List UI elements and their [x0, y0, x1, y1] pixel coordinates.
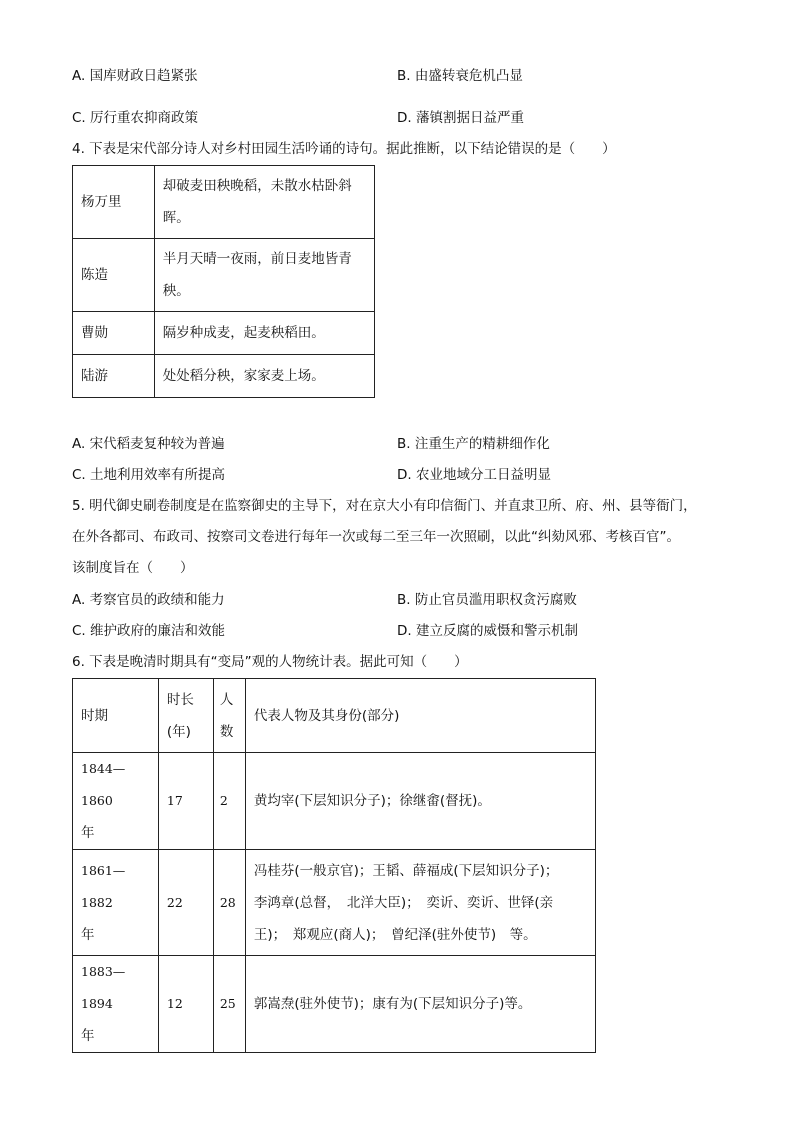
- q5-stem-line-2: 在外各都司、布政司、按察司文卷进行每年一次或每二至三年一次照刷，以此“纠劾风邪、考核百官”。: [72, 529, 680, 545]
- header-people: 代表人物及其身份(部分): [245, 679, 595, 753]
- q5-option-a[interactable]: A. 考察官员的政绩和能力: [72, 592, 225, 608]
- q5-stem-line-1: 5. 明代御史刷卷制度是在监察御史的主导下，对在京大小有印信衙门、并直隶卫所、府、州、县等衙门，: [72, 498, 697, 514]
- poet-name: 杨万里: [73, 166, 155, 239]
- header-period: 时期: [73, 679, 159, 753]
- q5-option-b[interactable]: B. 防止官员滥用职权贪污腐败: [397, 592, 577, 608]
- q3-option-b[interactable]: B. 由盛转衰危机凸显: [397, 68, 523, 84]
- q3-option-a[interactable]: A. 国库财政日趋紧张: [72, 68, 198, 84]
- poet-name: 曹勋: [73, 312, 155, 355]
- poem-line: 处处稻分秧，家家麦上场。: [154, 355, 374, 398]
- q5-stem-line-3: 该制度旨在（ ）: [72, 560, 194, 576]
- q3-option-c[interactable]: C. 厉行重农抑商政策: [72, 110, 199, 126]
- cell-duration: 22: [158, 850, 213, 956]
- q6-stem: 6. 下表是晚清时期具有“变局”观的人物统计表。据此可知（ ）: [72, 654, 468, 670]
- table-row: [73, 166, 375, 239]
- cell-people: 黄均宰(下层知识分子)；徐继畬(督抚)。: [245, 753, 595, 850]
- poet-name: 陆游: [73, 355, 155, 398]
- q4-option-a[interactable]: A. 宋代稻麦复种较为普遍: [72, 436, 225, 452]
- poem-line: 半月天晴一夜雨，前日麦地皆青 秧。: [154, 239, 374, 312]
- cell-people: 冯桂芬(一般京官)；王韬、薛福成(下层知识分子)； 李鸿章(总督， 北洋大臣)； 奕䜣、奕䜣、世铎(亲 王)； 郑观应(商人)； 曾纪泽(驻外使节) 等。: [245, 850, 595, 956]
- q4-option-d[interactable]: D. 农业地域分工日益明显: [397, 467, 551, 483]
- header-duration: 时长 (年): [158, 679, 213, 753]
- cell-period: 1883—1894 年: [73, 956, 159, 1053]
- table-row: [73, 355, 375, 398]
- cell-count: 28: [213, 850, 245, 956]
- cell-period: 1861—1882 年: [73, 850, 159, 956]
- table-row: [73, 312, 375, 355]
- q5-option-d[interactable]: D. 建立反腐的威慑和警示机制: [397, 623, 578, 639]
- cell-count: 25: [213, 956, 245, 1053]
- cell-duration: 17: [158, 753, 213, 850]
- q3-option-d[interactable]: D. 藩镇割据日益严重: [397, 110, 524, 126]
- q4-poem-table: [72, 165, 375, 398]
- table-row: [73, 239, 375, 312]
- poet-name: 陈造: [73, 239, 155, 312]
- q4-option-c[interactable]: C. 土地利用效率有所提高: [72, 467, 226, 483]
- cell-people: 郭嵩焘(驻外使节)；康有为(下层知识分子)等。: [245, 956, 595, 1053]
- q5-option-c[interactable]: C. 维护政府的廉洁和效能: [72, 623, 226, 639]
- poem-line: 却破麦田秧晚稻，未散水枯卧斜 晖。: [154, 166, 374, 239]
- poem-line: 隔岁种成麦，起麦秧稻田。: [154, 312, 374, 355]
- q4-stem: 4. 下表是宋代部分诗人对乡村田园生活吟诵的诗句。据此推断，以下结论错误的是（ ）: [72, 141, 616, 157]
- cell-count: 2: [213, 753, 245, 850]
- cell-period: 1844—1860 年: [73, 753, 159, 850]
- table-row: [73, 753, 596, 850]
- q4-option-b[interactable]: B. 注重生产的精耕细作化: [397, 436, 550, 452]
- table-header-row: [73, 679, 596, 753]
- q6-statistics-table: [72, 678, 596, 1053]
- table-row: [73, 850, 596, 956]
- table-row: [73, 956, 596, 1053]
- cell-duration: 12: [158, 956, 213, 1053]
- header-count: 人 数: [213, 679, 245, 753]
